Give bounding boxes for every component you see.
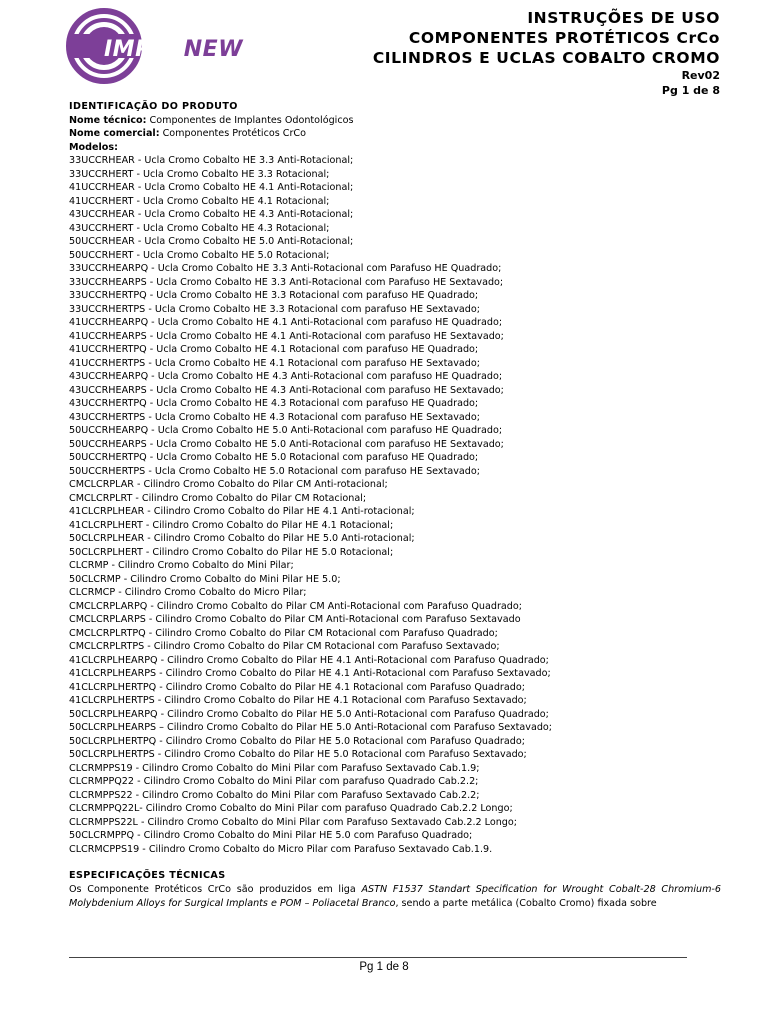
specs-paragraph xyxy=(69,883,721,911)
model-item: 50CLCRPLHERT - Cilindro Cromo Cobalto do Pilar HE 5.0 Rotacional; xyxy=(69,546,394,558)
model-item: CLCRMPPS22 - Cilindro Cromo Cobalto do Mini Pilar com Parafuso Sextavado Cab.2.2; xyxy=(69,789,480,801)
technical-name-value: Componentes de Implantes Odontológicos xyxy=(146,114,354,126)
model-item: 41UCCRHEARPQ - Ucla Cromo Cobalto HE 4.1 Anti-Rotacional com parafuso HE Quadrado; xyxy=(69,317,503,328)
document-body xyxy=(69,100,721,911)
model-item: CLCRMPPQ22 - Cilindro Cromo Cobalto do Mini Pilar com parafuso Quadrado Cab.2.2; xyxy=(69,776,479,787)
header-title-1: INSTRUÇÕES DE USO xyxy=(527,9,720,27)
specs-text-start: Os Componente Protéticos CrCo são produzidos em liga xyxy=(69,883,362,895)
model-item: 43UCCRHEARPS - Ucla Cromo Cobalto HE 4.3 Anti-Rotacional com parafuso HE Sextavado; xyxy=(69,384,504,396)
model-item: 50CLCRPLHEARPS – Cilindro Cromo Cobalto do Pilar HE 5.0 Anti-Rotacional com Parafuso Sextavado; xyxy=(69,722,553,733)
model-item: 50UCCRHEARPS - Ucla Cromo Cobalto HE 5.0 Anti-Rotacional com parafuso HE Sextavado; xyxy=(69,438,504,450)
model-item: 50CLCRMP - Cilindro Cromo Cobalto do Mini Pilar HE 5.0; xyxy=(69,573,341,585)
model-item: CLCRMCPPS19 - Cilindro Cromo Cobalto do Micro Pilar com Parafuso Sextavado Cab.1.9. xyxy=(69,843,493,855)
model-item: 33UCCRHERTPQ - Ucla Cromo Cobalto HE 3.3 Rotacional com parafuso HE Quadrado; xyxy=(69,290,479,301)
model-item: 33UCCRHERT - Ucla Cromo Cobalto HE 3.3 Rotacional; xyxy=(69,168,330,180)
model-item: 50CLCRMPPQ - Cilindro Cromo Cobalto do Mini Pilar HE 5.0 com Parafuso Quadrado; xyxy=(69,830,473,841)
model-item: 41CLCRPLHEARPQ - Cilindro Cromo Cobalto do Pilar HE 4.1 Anti-Rotacional com Parafuso Quadrado; xyxy=(69,654,549,666)
header-title-2: COMPONENTES PROTÉTICOS CrCo xyxy=(408,29,720,47)
model-item: CLCRMPPQ22L- Cilindro Cromo Cobalto do Mini Pilar com parafuso Quadrado Cab.2.2 Longo; xyxy=(69,803,513,814)
model-item: 50CLCRPLHEAR - Cilindro Cromo Cobalto do Pilar HE 5.0 Anti-rotacional; xyxy=(69,533,415,544)
footer-divider xyxy=(69,957,687,958)
implanew-logo xyxy=(64,6,264,86)
commercial-name-label: Nome comercial: xyxy=(69,128,160,139)
model-item: CMCLCRPLAR - Cilindro Cromo Cobalto do Pilar CM Anti-rotacional; xyxy=(69,479,388,490)
model-item: 50UCCRHEAR - Ucla Cromo Cobalto HE 5.0 Anti-Rotacional; xyxy=(69,236,354,247)
model-item: 41UCCRHEARPS - Ucla Cromo Cobalto HE 4.1 Anti-Rotacional com parafuso HE Sextavado; xyxy=(69,330,504,342)
document-header xyxy=(373,8,720,98)
model-item: 33UCCRHERTPS - Ucla Cromo Cobalto HE 3.3 Rotacional com parafuso HE Sextavado; xyxy=(69,303,480,315)
model-item: CMCLCRPLARPS - Cilindro Cromo Cobalto do Pilar CM Anti-Rotacional com Parafuso Sextavado xyxy=(69,614,521,625)
model-item: 41CLCRPLHEARPS - Cilindro Cromo Cobalto do Pilar HE 4.1 Anti-Rotacional com Parafuso Sextavado; xyxy=(69,668,551,679)
model-item: 41CLCRPLHEAR - Cilindro Cromo Cobalto do Pilar HE 4.1 Anti-rotacional; xyxy=(69,506,415,517)
model-item: 50CLCRPLHEARPQ - Cilindro Cromo Cobalto do Pilar HE 5.0 Anti-Rotacional com Parafuso Quadrado; xyxy=(69,708,549,720)
specs-text-end: , sendo a parte metálica (Cobalto Cromo) fixada sobre xyxy=(395,897,657,909)
model-item: 50UCCRHERTPQ - Ucla Cromo Cobalto HE 5.0 Rotacional com parafuso HE Quadrado; xyxy=(69,452,479,463)
model-item: 43UCCRHERTPS - Ucla Cromo Cobalto HE 4.3 Rotacional com parafuso HE Sextavado; xyxy=(69,411,480,423)
header-page: Pg 1 de 8 xyxy=(661,84,720,97)
model-item: 43UCCRHEARPQ - Ucla Cromo Cobalto HE 4.3 Anti-Rotacional com parafuso HE Quadrado; xyxy=(69,371,503,382)
model-item: CLCRMPPS19 - Cilindro Cromo Cobalto do Mini Pilar com Parafuso Sextavado Cab.1.9; xyxy=(69,762,480,774)
footer-page-number: Pg 1 de 8 xyxy=(359,961,409,973)
model-item: 50UCCRHEARPQ - Ucla Cromo Cobalto HE 5.0 Anti-Rotacional com parafuso HE Quadrado; xyxy=(69,425,503,436)
model-item: 41UCCRHEAR - Ucla Cromo Cobalto HE 4.1 Anti-Rotacional; xyxy=(69,182,354,193)
commercial-name-line xyxy=(69,127,721,141)
header-revision: Rev02 xyxy=(681,69,720,82)
commercial-name-value: Componentes Protéticos CrCo xyxy=(159,128,306,139)
model-item: 43UCCRHEAR - Ucla Cromo Cobalto HE 4.3 Anti-Rotacional; xyxy=(69,209,354,220)
model-item: CLCRMCP - Cilindro Cromo Cobalto do Micro Pilar; xyxy=(69,587,307,598)
technical-name-label: Nome técnico: xyxy=(69,114,147,126)
model-item: 50CLCRPLHERTPS - Cilindro Cromo Cobalto do Pilar HE 5.0 Rotacional com Parafuso Sextavado; xyxy=(69,749,527,760)
model-item: 50UCCRHERTPS - Ucla Cromo Cobalto HE 5.0 Rotacional com parafuso HE Sextavado; xyxy=(69,465,480,477)
header-title-3: CILINDROS E UCLAS COBALTO CROMO xyxy=(372,49,720,67)
logo-wordmark: IMPLANEW xyxy=(104,37,243,62)
technical-name-line xyxy=(69,114,721,128)
specs-text-alloy: ASTN F1537 Standart Specification for Wrought Cobalt-28 Chromium-6 Molybdenium Alloys for Surgical Implants e POM – Poliacetal Branco xyxy=(69,883,721,909)
model-item: CMCLCRPLARPQ - Cilindro Cromo Cobalto do Pilar CM Anti-Rotacional com Parafuso Quadrado; xyxy=(69,600,522,612)
model-item: CMCLCRPLRTPQ - Cilindro Cromo Cobalto do Pilar CM Rotacional com Parafuso Quadrado; xyxy=(69,627,498,639)
specs-heading: ESPECIFICAÇÕES TÉCNICAS xyxy=(69,870,226,881)
model-item: 33UCCRHEARPQ - Ucla Cromo Cobalto HE 3.3 Anti-Rotacional com Parafuso HE Quadrado; xyxy=(69,263,502,274)
model-item: CMCLCRPLRTPS - Cilindro Cromo Cobalto do Pilar CM Rotacional com Parafuso Sextavado; xyxy=(69,641,500,652)
model-item: 41UCCRHERTPS - Ucla Cromo Cobalto HE 4.1 Rotacional com parafuso HE Sextavado; xyxy=(69,357,480,369)
model-item: 33UCCRHEARPS - Ucla Cromo Cobalto HE 3.3 Anti-Rotacional com Parafuso HE Sextavado; xyxy=(69,276,504,288)
model-item: CLCRMP - Cilindro Cromo Cobalto do Mini Pilar; xyxy=(69,560,294,571)
model-item: CMCLCRPLRT - Cilindro Cromo Cobalto do Pilar CM Rotacional; xyxy=(69,492,367,504)
model-item: 43UCCRHERTPQ - Ucla Cromo Cobalto HE 4.3 Rotacional com parafuso HE Quadrado; xyxy=(69,398,479,409)
identification-heading: IDENTIFICAÇÃO DO PRODUTO xyxy=(69,101,238,112)
model-item: CLCRMPPS22L - Cilindro Cromo Cobalto do Mini Pilar com Parafuso Sextavado Cab.2.2 Longo; xyxy=(69,816,517,828)
models-list xyxy=(69,154,721,856)
model-item: 50UCCRHERT - Ucla Cromo Cobalto HE 5.0 Rotacional; xyxy=(69,249,330,261)
model-item: 41CLCRPLHERTPS - Cilindro Cromo Cobalto do Pilar HE 4.1 Rotacional com Parafuso Sextavado; xyxy=(69,695,527,706)
model-item: 33UCCRHEAR - Ucla Cromo Cobalto HE 3.3 Anti-Rotacional; xyxy=(69,155,354,166)
model-item: 41CLCRPLHERT - Cilindro Cromo Cobalto do Pilar HE 4.1 Rotacional; xyxy=(69,519,394,531)
model-item: 50CLCRPLHERTPQ - Cilindro Cromo Cobalto do Pilar HE 5.0 Rotacional com Parafuso Quadrado; xyxy=(69,735,525,747)
model-item: 41UCCRHERTPQ - Ucla Cromo Cobalto HE 4.1 Rotacional com parafuso HE Quadrado; xyxy=(69,344,479,355)
model-item: 41CLCRPLHERTPQ - Cilindro Cromo Cobalto do Pilar HE 4.1 Rotacional com Parafuso Quadrado; xyxy=(69,681,525,693)
model-item: 43UCCRHERT - Ucla Cromo Cobalto HE 4.3 Rotacional; xyxy=(69,222,330,234)
models-label: Modelos: xyxy=(69,141,118,153)
model-item: 41UCCRHERT - Ucla Cromo Cobalto HE 4.1 Rotacional; xyxy=(69,195,330,207)
